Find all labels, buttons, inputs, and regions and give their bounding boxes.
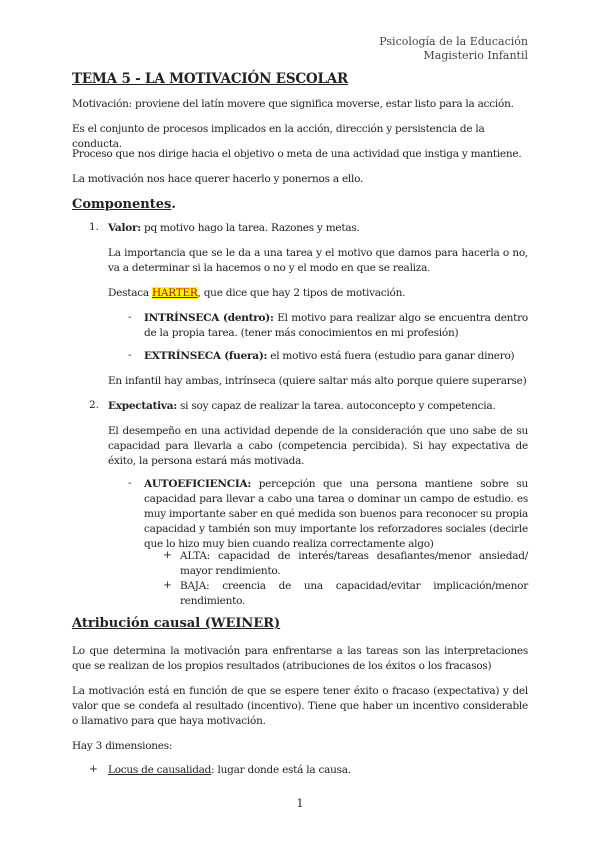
atribucion-paragraph: Lo que determina la motivación para enfrentarse a las tareas son las interpretaciones que se realizan de los propios resultados (atribuciones de los éxitos o los fracasos) xyxy=(72,645,528,672)
autoeficiencia-item: AUTOEFICIENCIA: percepción que una persona mantiene sobre su capacidad para llevar a cabo una tarea o dominar un campo de estudio. es muy importante saber en qué medida son buenos para reconocer su propia capacidad y también son muy importante los reforzadores sociales (decirle que lo hizo muy bien cuando realiza correctamente algo) xyxy=(144,478,528,550)
intro-paragraph: Proceso que nos dirige hacia el objetivo o meta de una actividad que instiga y mantiene. xyxy=(72,148,522,160)
intro-paragraph: La motivación nos hace querer hacerlo y ponernos a ello. xyxy=(72,173,364,185)
list-number: 2. xyxy=(89,399,100,411)
expectativa-paragraph: El desempeño en una actividad depende de la consideración que uno sabe de su capacidad para llevarla a cabo (competencia percibida). Si hay expectativa de éxito, la persona estará más motivada. xyxy=(108,425,528,467)
header-subject: Psicología de la Educación xyxy=(379,35,528,48)
valor-paragraph: La importancia que se le da a una tarea y el motivo que damos para hacerla o no, va a determinar si la hacemos o no y el modo en que se realiza. xyxy=(108,247,528,274)
header-course: Magisterio Infantil xyxy=(423,49,528,62)
list-item-expectativa: Expectativa: si soy capaz de realizar la tarea. autoconcepto y competencia. xyxy=(108,400,496,412)
highlight-harter: HARTER xyxy=(151,287,198,299)
extrinseca-item: EXTRÍNSECA (fuera): el motivo está fuera (estudio para ganar dinero) xyxy=(144,350,515,362)
baja-item: BAJA: creencia de una capacidad/evitar implicación/menor rendimiento. xyxy=(180,580,528,607)
list-item-valor: Valor: pq motivo hago la tarea. Razones y metas. xyxy=(108,222,360,234)
atribucion-paragraph: La motivación está en función de que se espere tener éxito o fracaso (expectativa) y del valor que se condefa al resultado (incentivo). Tiene que haber un incentivo considerable o llamativo para que haya motivación. xyxy=(72,685,528,727)
plus-bullet: + xyxy=(89,763,98,775)
dimensiones-paragraph: Hay 3 dimensiones: xyxy=(72,740,173,752)
alta-item: ALTA: capacidad de interés/tareas desafiantes/menor ansiedad/ mayor rendimiento. xyxy=(180,550,528,577)
dash-bullet: - xyxy=(128,349,132,361)
page-title: TEMA 5 - LA MOTIVACIÓN ESCOLAR xyxy=(72,71,349,87)
intrinseca-item: INTRÍNSECA (dentro): El motivo para realizar algo se encuentra dentro de la propia tarea. (tener más conocimientos en mi profesión) xyxy=(144,312,528,339)
intro-paragraph: Motivación: proviene del latín movere que significa moverse, estar listo para la acción. xyxy=(72,98,514,110)
dash-bullet: - xyxy=(128,477,132,489)
locus-item: Locus de causalidad: lugar donde está la causa. xyxy=(108,764,351,776)
infantil-paragraph: En infantil hay ambas, intrínseca (quiere saltar más alto porque quiere superarse) xyxy=(108,375,527,387)
destaca-paragraph: Destaca HARTER, que dice que hay 2 tipos de motivación. xyxy=(108,287,406,299)
section-heading-componentes: Componentes. xyxy=(72,197,176,212)
plus-bullet: + xyxy=(163,549,172,561)
plus-bullet: + xyxy=(163,579,172,591)
list-number: 1. xyxy=(89,221,100,233)
page-number: 1 xyxy=(296,797,304,810)
intro-paragraph: Es el conjunto de procesos implicados en la acción, dirección y persistencia de la conducta. xyxy=(72,123,485,150)
section-heading-atribucion: Atribución causal (WEINER) xyxy=(72,616,281,631)
dash-bullet: - xyxy=(128,311,132,323)
